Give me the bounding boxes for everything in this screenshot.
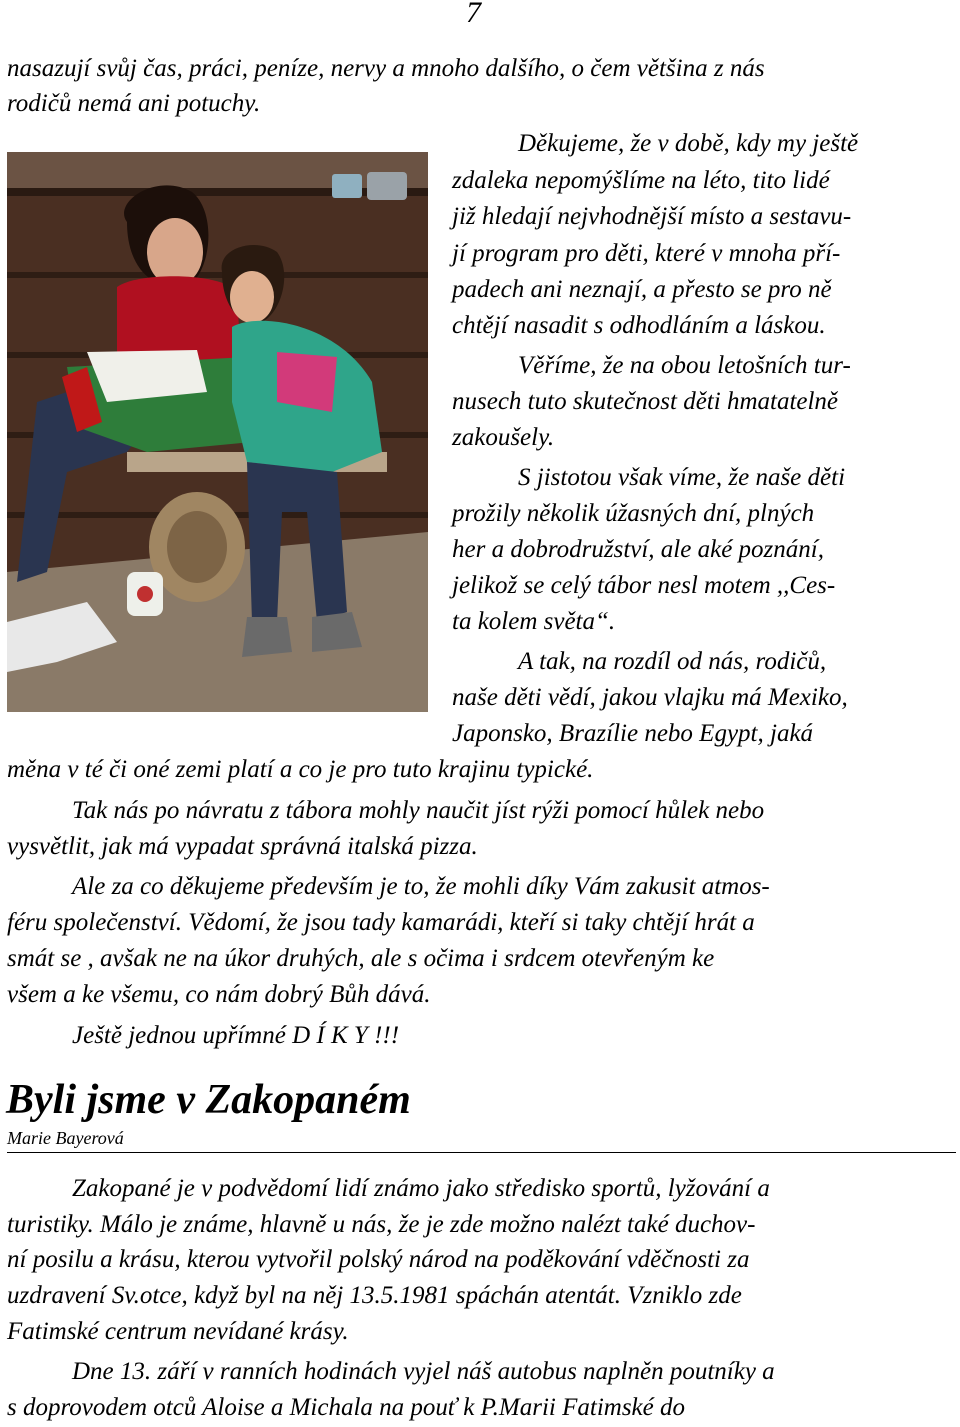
text-line: ní posilu a krásu, kterou vytvořil polský národ na poděkování vděčnosti za	[7, 1246, 750, 1273]
text-line: všem a ke všemu, co nám dobrý Bůh dává.	[7, 981, 431, 1008]
text-line: S jistotou však víme, že naše děti	[518, 464, 846, 491]
text-line: vysvětlit, jak má vypadat správná italská pizza.	[7, 833, 478, 860]
text-line: Tak nás po návratu z tábora mohly naučit jíst rýži pomocí hůlek nebo	[72, 797, 765, 824]
text-line: zakoušely.	[452, 424, 555, 451]
text-line: jí program pro děti, které v mnoha pří-	[452, 240, 841, 267]
pot	[367, 172, 407, 200]
text-line: jelikož se celý tábor nesl motem ,,Ces-	[452, 572, 836, 599]
text-line: Dne 13. září v ranních hodinách vyjel náš autobus naplněn poutníky a	[72, 1358, 775, 1385]
photo-illustration	[7, 152, 428, 712]
text-line: A tak, na rozdíl od nás, rodičů,	[518, 648, 827, 675]
boy-face	[230, 271, 274, 323]
text-line: naše děti vědí, jakou vlajku má Mexiko,	[452, 684, 848, 711]
text-line: měna v té či oné zemi platí a co je pro tuto krajinu typické.	[7, 756, 594, 783]
children-photo	[7, 152, 428, 712]
article-title: Byli jsme v Zakopaném	[6, 1077, 411, 1123]
text-line: uzdravení Sv.otce, když byl na něj 13.5.1981 spáchán atentát. Vzniklo zde	[7, 1282, 742, 1309]
text-line: Ale za co děkujeme především je to, že mohli díky Vám zakusit atmos-	[72, 873, 770, 900]
text-line: Děkujeme, že v době, kdy my ještě	[518, 130, 859, 157]
article-author: Marie Bayerová	[7, 1128, 124, 1148]
page-number: 7	[466, 0, 481, 29]
text-line: zdaleka nepomýšlíme na léto, tito lidé	[452, 167, 830, 194]
text-line: Ještě jednou upřímné D Í K Y !!!	[72, 1022, 400, 1049]
text-line: již hledají nejvhodnější místo a sestavu-	[452, 203, 852, 230]
text-line: Zakopané je v podvědomí lidí známo jako středisko sportů, lyžování a	[72, 1175, 770, 1202]
text-line: rodičů nemá ani potuchy.	[7, 90, 261, 117]
text-line: padech ani neznají, a přesto se pro ně	[452, 276, 832, 303]
woman-face	[147, 218, 203, 286]
text-line: ta kolem světa“.	[452, 608, 616, 635]
text-line: Japonsko, Brazílie nebo Egypt, jaká	[452, 720, 814, 747]
text-line: Fatimské centrum nevídané krásy.	[7, 1318, 349, 1345]
text-line: Věříme, že na obou letošních tur-	[518, 352, 851, 379]
text-line: her a dobrodružství, ale aké poznání,	[452, 536, 824, 563]
text-line: prožily několik úžasných dní, plných	[452, 500, 815, 527]
text-line: turistiky. Málo je známe, hlavně u nás, že je zde možno nalézt také duchov-	[7, 1211, 756, 1238]
boy-shoe	[242, 617, 292, 657]
shelf	[7, 152, 428, 192]
text-line: chtějí nasadit s odhodláním a láskou.	[452, 312, 826, 339]
divider	[7, 1152, 956, 1153]
text-line: nusech tuto skutečnost děti hmatatelně	[452, 388, 839, 415]
text-line: s doprovodem otců Aloise a Michala na pouť k P.Marii Fatimské do	[7, 1394, 685, 1421]
text-line: nasazují svůj čas, práci, peníze, nervy a mnoho dalšího, o čem většina z nás	[7, 55, 765, 82]
text-line: féru společenství. Vědomí, že jsou tady kamarádi, kteří si taky chtějí hrát a	[7, 909, 755, 936]
text-line: smát se , avšak ne na úkor druhých, ale s očima i srdcem otevřeným ke	[7, 945, 715, 972]
